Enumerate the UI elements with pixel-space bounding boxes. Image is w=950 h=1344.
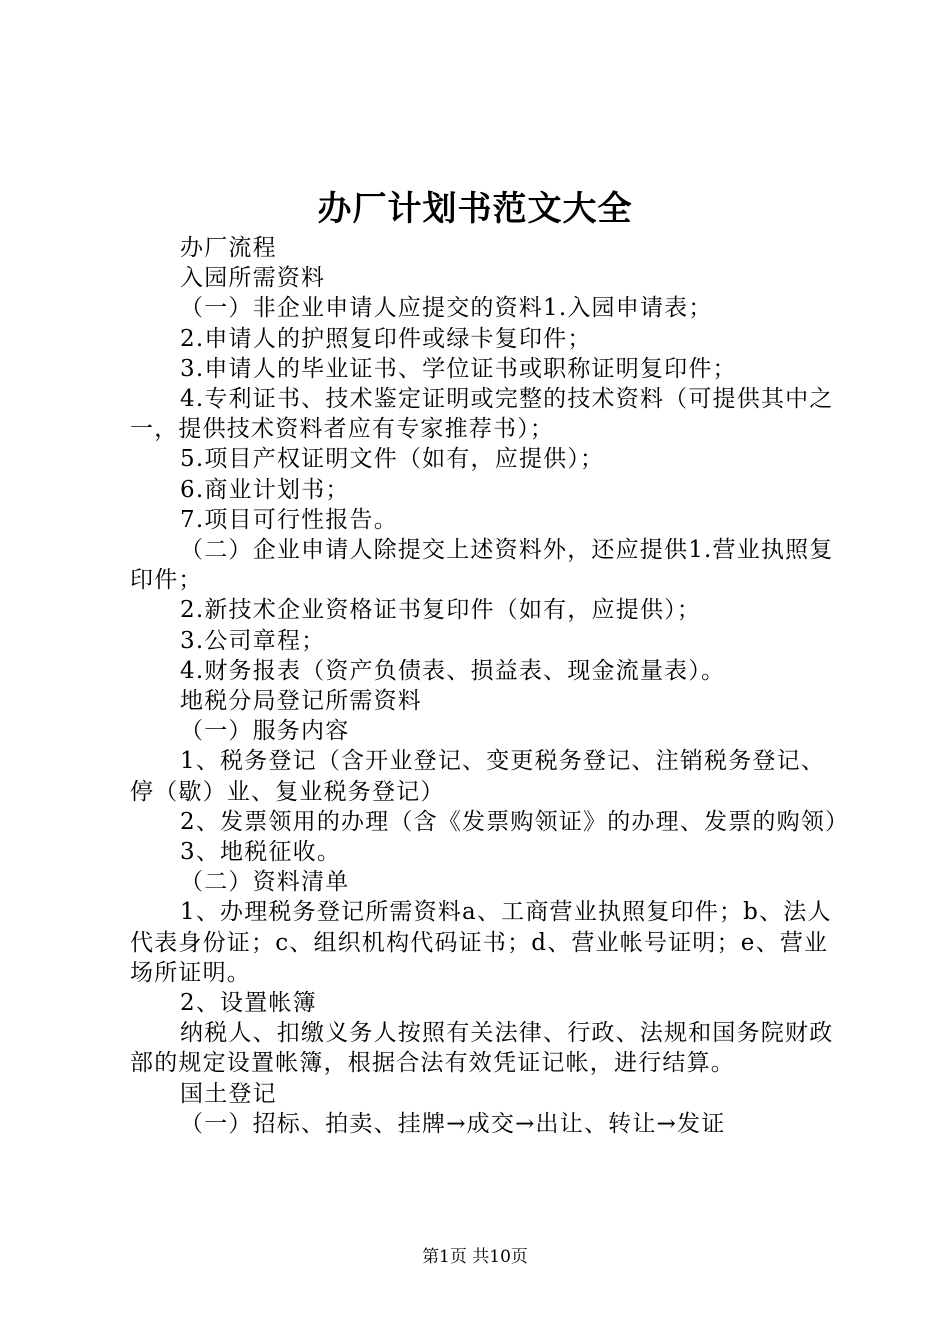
paragraph: 2.新技术企业资格证书复印件（如有，应提供）； — [180, 597, 702, 624]
paragraph: 2、设置帐簿 — [180, 990, 317, 1017]
document-title: 办厂计划书范文大全 — [317, 189, 633, 229]
paragraph: 地税分局登记所需资料 — [180, 688, 422, 715]
paragraph: 7.项目可行性报告。 — [180, 506, 398, 533]
paragraph: （一）服务内容 — [180, 718, 350, 745]
paragraph: （二）企业申请人除提交上述资料外，还应提供1.营业执照复印件； — [130, 537, 834, 594]
paragraph: 3.公司章程； — [180, 627, 326, 654]
paragraph: 1、办理税务登记所需资料a、工商营业执照复印件；b、法人代表身份证；c、组织机构代码证书；d、营业帐号证明；e、营业场所证明。 — [130, 899, 832, 986]
paragraph: 国土登记 — [180, 1080, 277, 1107]
paragraph: 纳税人、扣缴义务人按照有关法律、行政、法规和国务院财政部的规定设置帐簿，根据合法有效凭证记帐，进行结算。 — [130, 1020, 834, 1077]
paragraph: 4.财务报表（资产负债表、损益表、现金流量表）。 — [180, 657, 726, 684]
paragraph: （一）招标、拍卖、挂牌→成交→出让、转让→发证 — [180, 1110, 726, 1137]
document-body — [130, 233, 850, 1139]
paragraph: （一）非企业申请人应提交的资料1.入园申请表； — [180, 295, 713, 322]
paragraph: 办厂流程 — [180, 235, 277, 261]
paragraph: 3、地税征收。 — [180, 839, 342, 866]
paragraph: 入园所需资料 — [180, 265, 326, 292]
paragraph: （二）资料清单 — [180, 869, 350, 896]
paragraph: 6.商业计划书； — [180, 476, 350, 503]
paragraph: 1、税务登记（含开业登记、变更税务登记、注销税务登记、停（歇）业、复业税务登记） — [130, 748, 826, 805]
paragraph: 3.申请人的毕业证书、学位证书或职称证明复印件； — [180, 355, 737, 382]
paragraph: 2.申请人的护照复印件或绿卡复印件； — [180, 325, 592, 352]
paragraph: 4.专利证书、技术鉴定证明或完整的技术资料（可提供其中之一，提供技术资料者应有专家推荐书）； — [130, 386, 834, 443]
page-footer: 第1页 共10页 — [422, 1247, 528, 1267]
paragraph: 5.项目产权证明文件（如有，应提供）； — [180, 446, 605, 473]
paragraph: 2、发票领用的办理（含《发票购领证》的办理、发票的购领） — [180, 808, 850, 835]
